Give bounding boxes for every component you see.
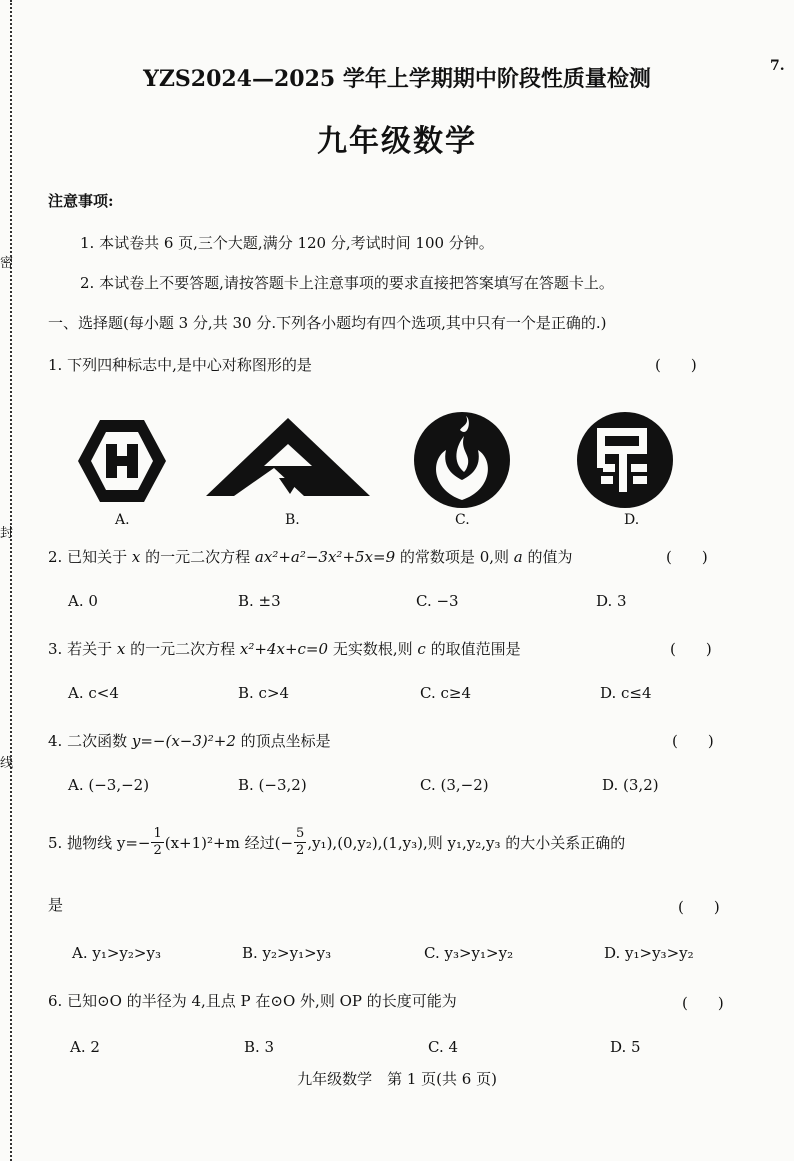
logo-b-triangle-icon [204,416,372,498]
q2-equation: ax²+a²−3x²+5x=9 [254,548,396,566]
q2-option-a: A. 0 [68,592,98,610]
notice-heading: 注意事项: [48,192,114,210]
q2-option-c: C. −3 [416,592,459,610]
q3-option-b: B. c>4 [238,684,290,702]
binding-mark-close: 封 [0,526,14,541]
q3-equation: x²+4x+c=0 [239,640,329,658]
q2-option-d: D. 3 [596,592,627,610]
q4-option-b: B. (−3,2) [238,776,307,794]
logo-c-circle-flame-icon [412,410,512,510]
q3-option-d: D. c≤4 [600,684,652,702]
q4-option-d: D. (3,2) [602,776,659,794]
q1-label-d: D. [624,512,640,528]
q5-option-a: A. y₁>y₂>y₃ [72,944,161,962]
notice-item: 2. 本试卷上不要答题,请按答题卡上注意事项的要求直接把答案填写在答题卡上。 [80,274,614,292]
q1-label-c: C. [455,512,470,528]
q2-option-b: B. ±3 [238,592,281,610]
page-footer: 九年级数学 第 1 页(共 6 页) [297,1070,497,1088]
answer-paren: ( ) [672,732,714,750]
answer-paren: ( ) [655,356,697,374]
fraction-one-half: $\frac{1}{2}$ [153,826,162,858]
fraction-five-halves: $\frac{5}{2}$ [296,826,305,858]
question-4-stem: 4. 二次函数 y=−(x−3)²+2 的顶点坐标是 [48,732,331,750]
answer-paren: ( ) [678,898,720,916]
q1-label-b: B. [285,512,300,528]
q5-option-d: D. y₁>y₃>y₂ [604,944,694,962]
subject-title: 九年级数学 [317,124,477,159]
question-6-stem: 6. 已知⊙O 的半径为 4,且点 P 在⊙O 外,则 OP 的长度可能为 [48,992,457,1010]
exam-title: YZS2024—2025 学年上学期期中阶段性质量检测 [143,66,651,92]
q6-option-d: D. 5 [610,1038,641,1056]
q3-option-a: A. c<4 [68,684,119,702]
logo-a-hexagon-icon [76,416,168,506]
binding-mark-seal: 密 [0,256,14,271]
corner-number: 7. [770,58,785,74]
logo-d-circle-character-icon [575,410,675,510]
q4-option-c: C. (3,−2) [420,776,489,794]
question-5-stem: 5. 抛物线 y=− $\frac{1}{2}$ (x+1)²+m 经过(− $\frac{5}{2}$ ,y₁),(0,y₂),(1,y₃),则 y₁,y₂,y₃ 的大小关系正确的 [48,826,626,858]
question-1-stem: 1. 下列四种标志中,是中心对称图形的是 [48,356,312,374]
q5-option-c: C. y₃>y₁>y₂ [424,944,514,962]
q3-option-c: C. c≥4 [420,684,471,702]
q4-option-a: A. (−3,−2) [68,776,150,794]
answer-paren: ( ) [666,548,708,566]
q1-label-a: A. [115,512,130,528]
q6-option-a: A. 2 [70,1038,100,1056]
notice-item: 1. 本试卷共 6 页,三个大题,满分 120 分,考试时间 100 分钟。 [80,234,494,252]
section-one-heading: 一、选择题(每小题 3 分,共 30 分.下列各小题均有四个选项,其中只有一个是正确的.) [48,314,607,332]
q6-option-b: B. 3 [244,1038,275,1056]
q4-equation: y=−(x−3)²+2 [131,732,236,750]
binding-mark-line: 线 [0,756,14,771]
binding-margin [0,0,12,1161]
answer-paren: ( ) [670,640,712,658]
question-2-stem: 2. 已知关于 x 的一元二次方程 ax²+a²−3x²+5x=9 的常数项是 0,则 a 的值为 [48,548,573,566]
question-5-stem-continued: 是 [48,896,64,914]
question-3-stem: 3. 若关于 x 的一元二次方程 x²+4x+c=0 无实数根,则 c 的取值范围是 [48,640,521,658]
q5-option-b: B. y₂>y₁>y₃ [242,944,332,962]
answer-paren: ( ) [682,994,724,1012]
q6-option-c: C. 4 [428,1038,459,1056]
